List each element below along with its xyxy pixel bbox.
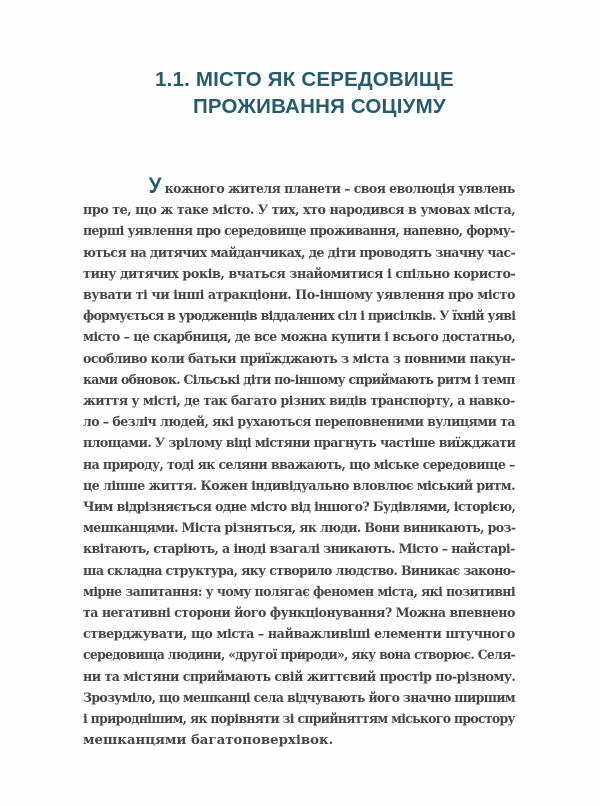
text-line: ни та містяни сприймають свій життєвий простір по-різному. (83, 669, 516, 685)
text-line: площами. У зрілому віці містяни прагнуть частіше виїжджати (83, 436, 516, 452)
text-line: на природу, тоді як селяни вважають, що міське середовище – (83, 457, 515, 473)
text-line: про те, що ж таке місто. У тих, хто народився в умовах міста, (83, 203, 516, 219)
text-line: ша складна структура, яку створило людство. Виникає законо- (83, 563, 516, 579)
text-line (83, 173, 515, 200)
text-line: середовища людини, «другої природи», яку вона створює. Селя- (83, 648, 516, 664)
text-line: Зрозуміло, що мешканці села відчувають його значно ширшим (83, 690, 516, 706)
section-heading (155, 66, 454, 120)
text-line: стверджувати, що міста – найважливіші елементи штучного (83, 627, 515, 643)
text-line: перші уявлення про середовище проживання, напевно, форму- (83, 224, 515, 240)
text-line: формується в уродженців віддалених сіл і присілків. У їхній уяві (83, 309, 516, 325)
text-line: і природнішим, як порівняти зі сприйняттям міського простору (83, 712, 515, 728)
text-line: місто – це скарбниця, де все можна купити і всього достатньо, (83, 330, 516, 346)
text-line: квітають, старіють, а іноді взагалі зникають. Місто – найстарі- (83, 542, 515, 558)
text-line: мешканцями багатоповерхівок. (83, 733, 334, 749)
text-line: особливо коли батьки приїжджають з міста з повними пакун- (83, 351, 516, 367)
text-line: тину дитячих років, вчаться знайомитися і спільно користо- (83, 266, 516, 282)
text-line: та негативні сторони його функціонування? Можна впевнено (83, 606, 515, 622)
drop-cap: У (148, 173, 161, 198)
section-heading-line-1: 1.1. МІСТО ЯК СЕРЕДОВИЩЕ (155, 68, 454, 91)
text-line: життя у місті, де так багато різних видів транспорту, а навко- (83, 394, 515, 410)
section-heading-line-2: ПРОЖИВАННЯ СОЦІУМУ (193, 95, 446, 118)
text-line: ло – безліч людей, які рухаються переповненими вулицями та (83, 415, 515, 431)
text-line: Чим відрізняється одне місто від іншого? Будівлями, історією, (83, 500, 516, 516)
body-paragraph (83, 173, 516, 751)
text-line-content: кожного жителя планети – своя еволюція уявлень (164, 182, 515, 197)
text-line: ками обновок. Сільські діти по-іншому сприймають ритм і темп (83, 372, 515, 388)
text-line: це ліпше життя. Кожен індивідуально вловлює міський ритм. (83, 478, 515, 494)
text-line: мешканцями. Міста різняться, як люди. Вони виникають, роз- (83, 521, 516, 537)
text-line: мірне запитання: у чому полягає феномен міста, які позитивні (83, 584, 516, 600)
text-line: вувати ті чи інші атракціони. По-іншому уявлення про місто (83, 288, 515, 304)
text-line: ються на дитячих майданчиках, де діти проводять значну час- (83, 245, 516, 261)
